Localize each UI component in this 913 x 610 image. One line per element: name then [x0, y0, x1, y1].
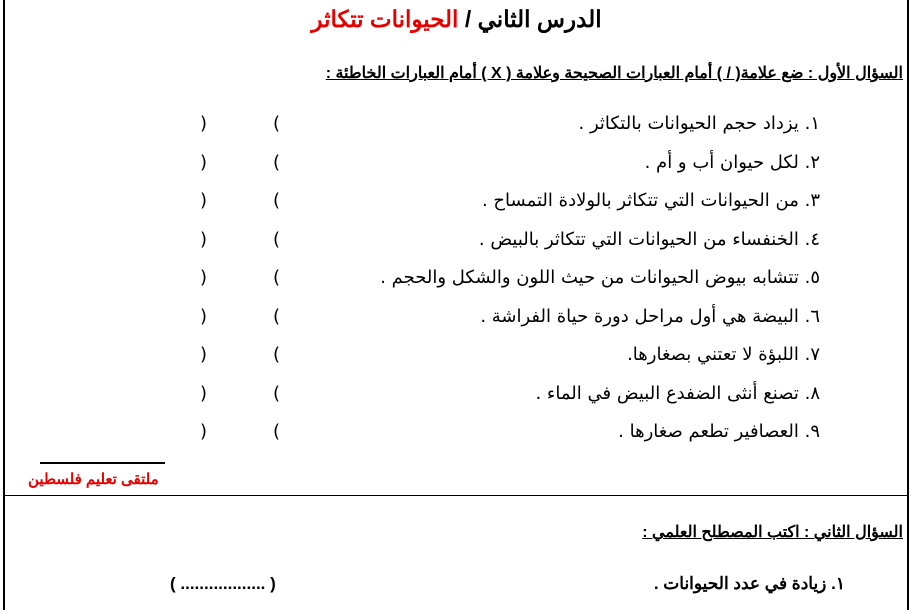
tf-item-text: من الحيوانات التي تتكاثر بالولادة التمساح . — [481, 190, 799, 211]
paren-open: ) — [200, 113, 208, 134]
tf-item-number: ١. — [804, 113, 820, 134]
paren-close: ( — [272, 228, 280, 250]
tf-item-text: الخنفساء من الحيوانات التي تتكاثر بالبيض . — [478, 228, 799, 250]
tf-item-number: ٦. — [804, 305, 820, 327]
tf-item-text: البيضة هي أول مراحل دورة حياة الفراشة . — [480, 305, 799, 327]
tf-item-number: ٧. — [804, 344, 820, 365]
title-lesson: الدرس الثاني / — [464, 6, 602, 32]
tf-item-text: اللبؤة لا تعتني بصغارها. — [627, 344, 799, 365]
tf-item-text: تتشابه بيوض الحيوانات من حيث اللون والشكل والحجم . — [380, 267, 799, 288]
tf-item-text: لكل حيوان أب و أم . — [644, 151, 799, 173]
question2-heading: السؤال الثاني : اكتب المصطلح العلمي : — [642, 524, 903, 541]
tf-item-text: يزداد حجم الحيوانات بالتكاثر . — [578, 113, 799, 134]
tf-item-1 — [579, 105, 821, 143]
page-border-right — [907, 0, 909, 610]
answer-box-3[interactable] — [200, 182, 280, 220]
answer-box-6[interactable] — [200, 298, 280, 336]
paren-close: ( — [272, 305, 280, 327]
tf-item-2 — [645, 144, 820, 182]
q2-item-text: زيادة في عدد الحيوانات . — [653, 574, 827, 593]
tf-item-text: العصافير تطعم صغارها . — [618, 421, 799, 442]
tf-item-4 — [479, 221, 820, 259]
paren-close: ( — [272, 267, 280, 288]
paren-close: ( — [272, 151, 280, 173]
tf-item-number: ٩. — [804, 421, 820, 442]
page-border-left — [3, 0, 5, 610]
tf-item-7 — [627, 336, 820, 374]
tf-item-9 — [618, 413, 820, 451]
paren-close: ( — [272, 113, 280, 134]
tf-item-3 — [482, 182, 820, 220]
paren-open: ) — [200, 228, 208, 250]
paren-open: ) — [200, 421, 208, 442]
watermark-text: ملتقى تعليم فلسطين — [28, 471, 159, 488]
answer-box-8[interactable] — [200, 375, 280, 413]
tf-item-6 — [480, 298, 820, 336]
paren-open: ) — [200, 382, 208, 404]
tf-item-text: تصنع أنثى الضفدع البيض في الماء . — [535, 382, 799, 404]
section-divider — [5, 495, 909, 496]
tf-item-number: ٢. — [804, 151, 820, 173]
answer-box-4[interactable] — [200, 221, 280, 259]
tf-item-number: ٣. — [804, 190, 820, 211]
answer-box-1[interactable] — [200, 105, 280, 143]
answer-box-2[interactable] — [200, 144, 280, 182]
paren-close: ( — [272, 382, 280, 404]
tf-item-number: ٥. — [804, 267, 820, 288]
paren-open: ) — [200, 344, 208, 365]
paren-open: ) — [200, 151, 208, 173]
answer-box-5[interactable] — [200, 259, 280, 297]
divider-dash — [40, 462, 165, 464]
paren-close: ( — [272, 344, 280, 365]
paren-open: ) — [200, 305, 208, 327]
paren-open: ) — [200, 267, 208, 288]
tf-item-5 — [380, 259, 820, 297]
q2-item-number: ١. — [831, 574, 845, 593]
title-topic: الحيوانات تتكاثر — [311, 6, 459, 32]
tf-item-number: ٤. — [804, 228, 820, 250]
paren-close: ( — [272, 190, 280, 211]
q2-item-1 — [654, 574, 845, 594]
q2-answer-blank[interactable]: ( .................. ) — [170, 574, 276, 593]
answer-box-7[interactable] — [200, 336, 280, 374]
question1-heading: السؤال الأول : ضع علامة( / ) أمام العبارات الصحيحة وعلامة ( X ) أمام العبارات الخاطئة : — [325, 65, 903, 82]
page-title — [0, 6, 913, 33]
paren-open: ) — [200, 190, 208, 211]
paren-close: ( — [272, 421, 280, 442]
tf-item-number: ٨. — [804, 382, 820, 404]
tf-item-8 — [535, 375, 820, 413]
answer-box-9[interactable] — [200, 413, 280, 451]
